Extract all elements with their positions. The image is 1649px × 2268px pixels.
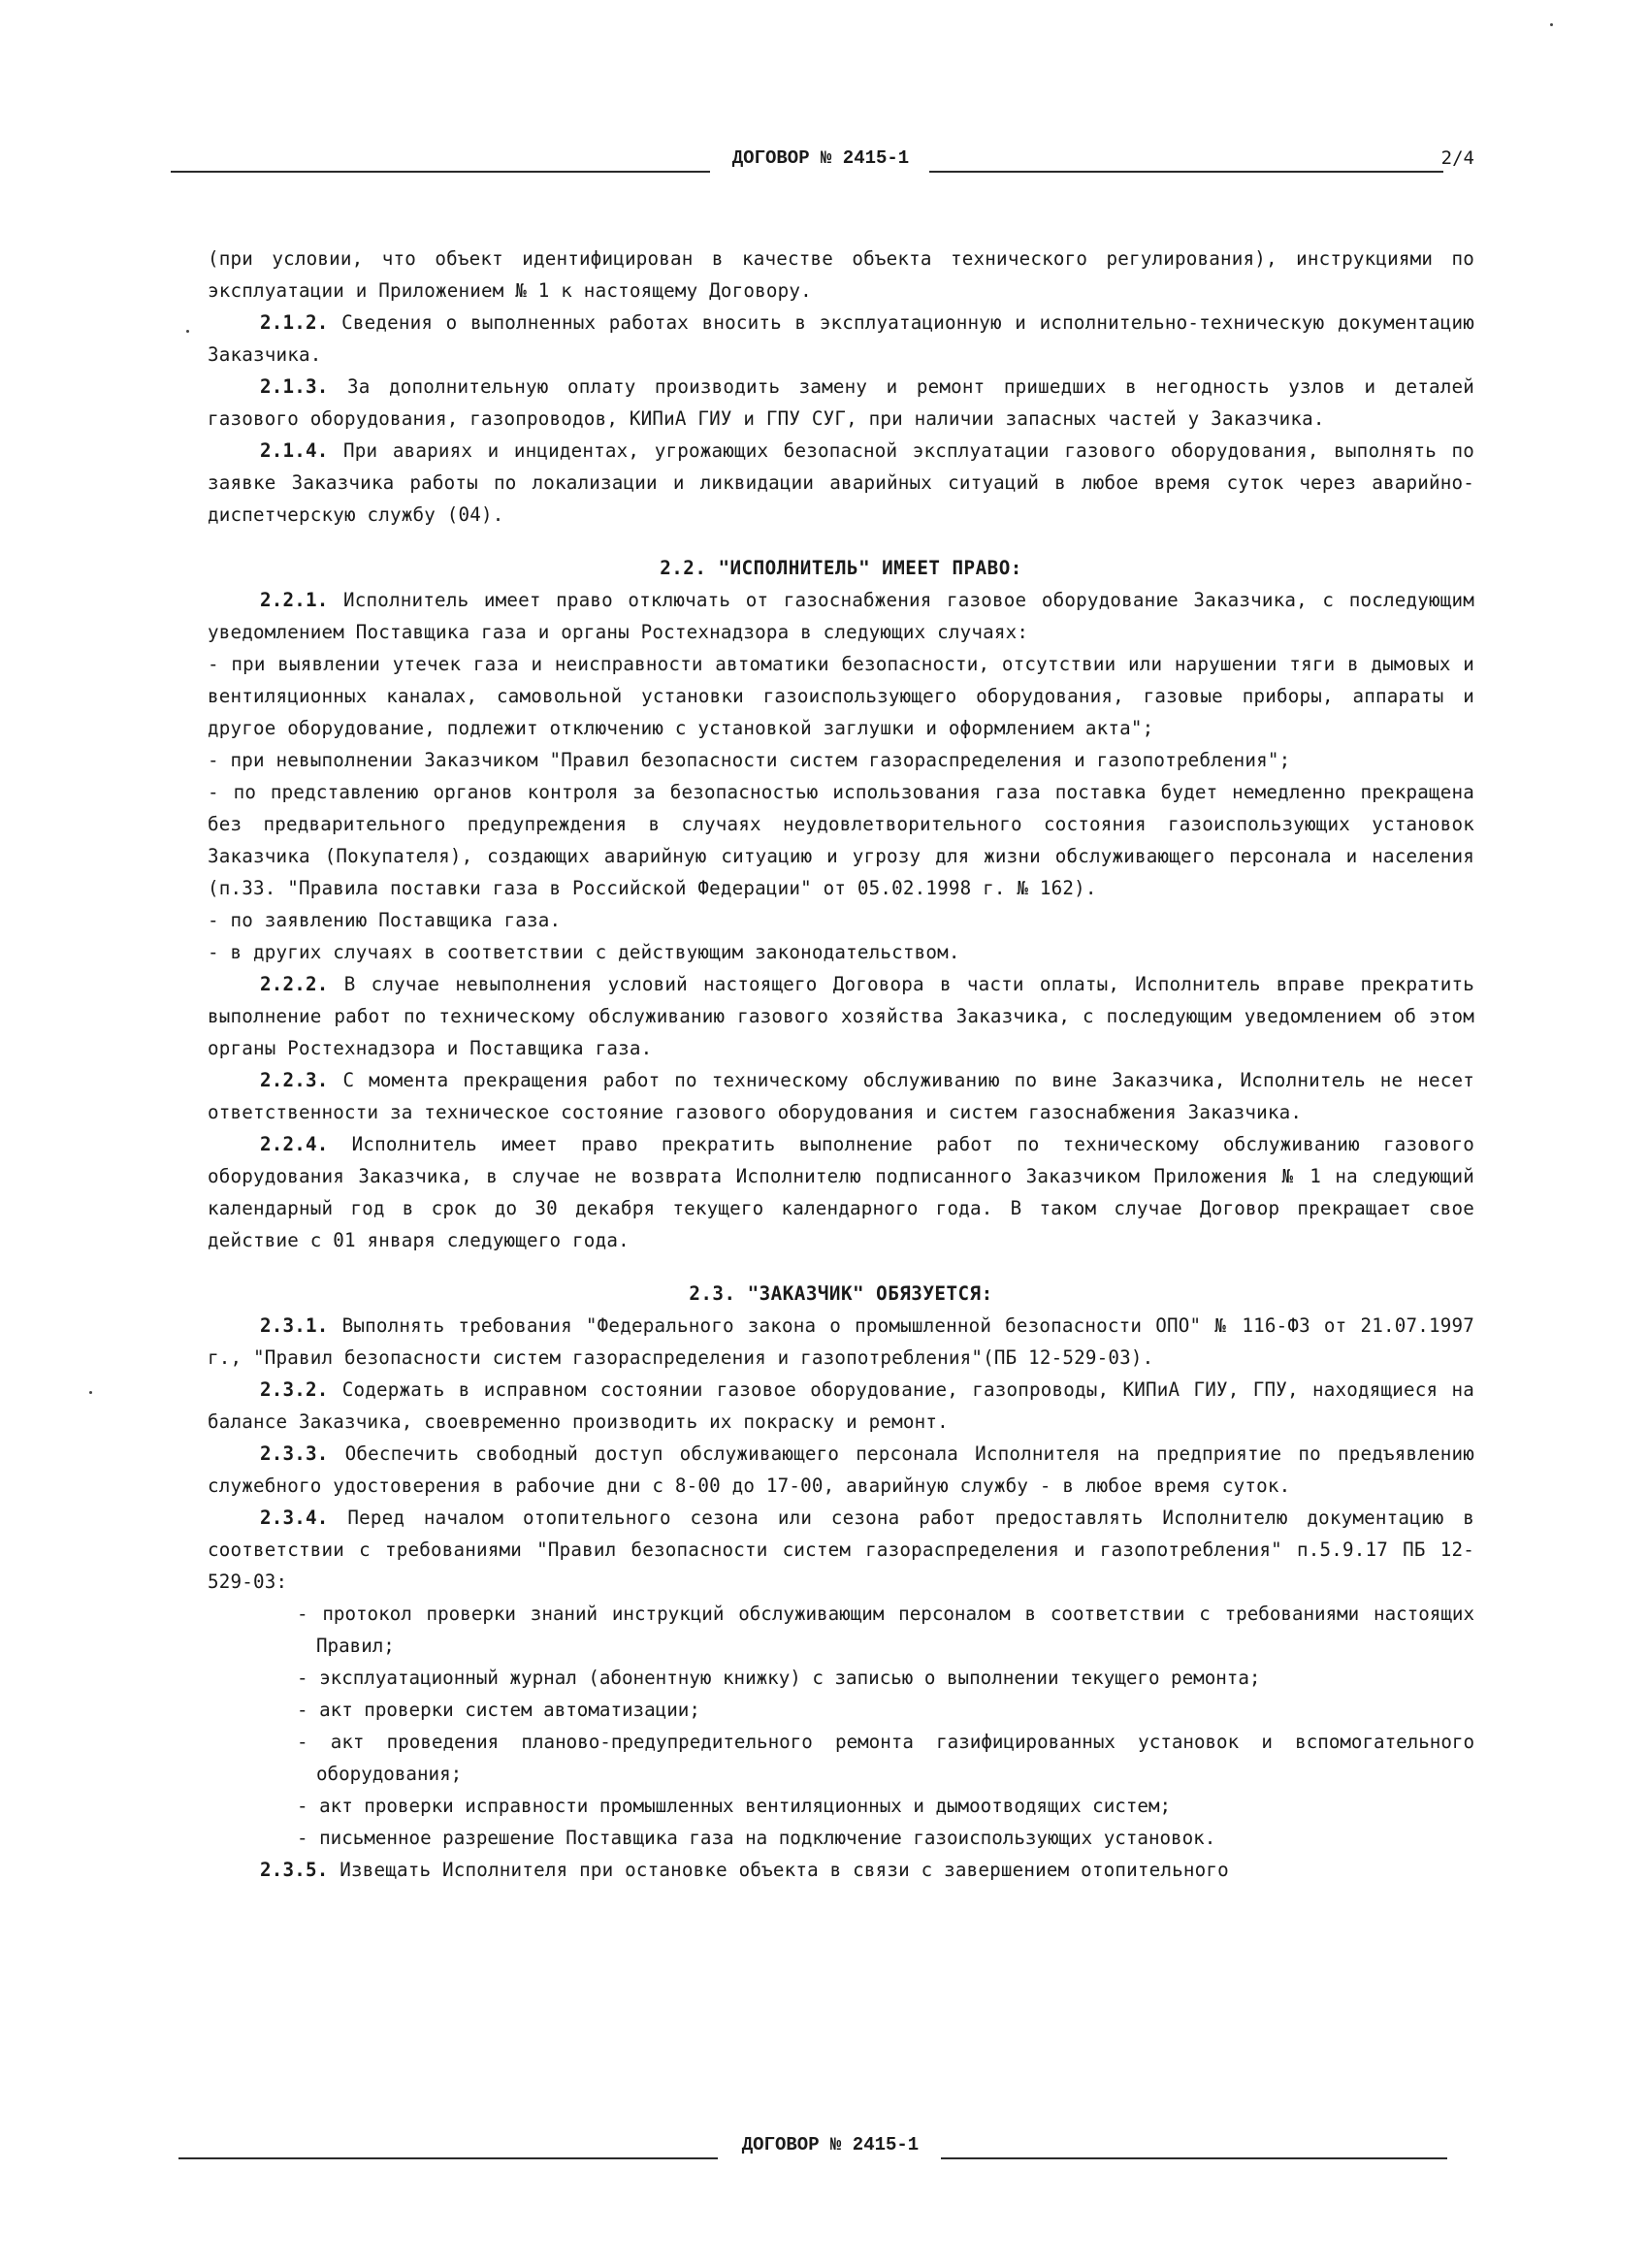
clause-2-3-1 [208,1310,1474,1374]
footer-rule-right [941,2157,1447,2159]
clause-2-3-3 [208,1438,1474,1502]
clause-text: Содержать в исправном состоянии газовое оборудование, газопроводы, КИПиА ГИУ, ГПУ, находящиеся на балансе Заказчика, своевременно производить их покраску и ремонт. [208,1378,1474,1433]
clause-number: 2.2.1. [260,589,329,611]
page-header [171,146,1474,177]
clause-2-2-4 [208,1128,1474,1256]
clause-2-3-5 [208,1854,1474,1886]
clause-number: 2.3.3. [260,1442,329,1465]
clause-text: В случае невыполнения условий настоящего Договора в части оплаты, Исполнитель вправе прекратить выполнение работ по техническому обслуживанию газового хозяйства Заказчика, с последующим уведомлением об этом органы Ростехнадзора и Поставщика газа. [208,973,1474,1059]
clause-text: Сведения о выполненных работах вносить в эксплуатационную и исполнительно-техническую документацию Заказчика. [208,311,1474,366]
clause-number: 2.2.3. [260,1069,329,1091]
clause-2-1-2 [208,307,1474,371]
document-body [208,243,1474,1886]
clause-text: Выполнять требования "Федерального закона о промышленной безопасности ОПО" № 116-ФЗ от 21.07.1997 г., "Правил безопасности систем газораспределения и газопотребления"(ПБ 12-529-03). [208,1314,1474,1369]
page-number: 2/4 [1440,147,1474,169]
dash-item: - при выявлении утечек газа и неисправности автоматики безопасности, отсутствии или нарушении тяги в дымовых и вентиляционных каналах, самовольной установки газоиспользующего оборудования, газовые приборы, аппараты и другое оборудование, подлежит отключению с установкой заглушки и оформлением акта"; [208,653,1474,739]
header-title: ДОГОВОР № 2415-1 [731,147,910,169]
header-rule-left [171,171,710,173]
clause-text: Перед началом отопительного сезона или сезона работ предоставлять Исполнителю документацию в соответствии с требованиями "Правил безопасности систем газораспределения и газопотребления" п.5.9.17 ПБ 12-529-03: [208,1507,1474,1593]
page-footer [178,2132,1447,2163]
clause-number: 2.1.2. [260,311,329,334]
scan-speck [89,1391,92,1394]
dash-item: - по представлению органов контроля за безопасностью использования газа поставка будет немедленно прекращена без предварительного предупреждения в случаях неудовлетворительного состояния газоиспользующих установок Заказчика (Покупателя), создающих аварийную ситуацию и угрозу для жизни обслуживающего персонала и населения (п.33. "Правила поставки газа в Российской Федерации" от 05.02.1998 г. № 162). [208,781,1474,899]
clause-number: 2.2.4. [260,1133,329,1155]
clause-number: 2.3.1. [260,1314,329,1337]
bullet-item: - письменное разрешение Поставщика газа на подключение газоиспользующих установок. [297,1827,1216,1849]
bullet-item: - эксплуатационный журнал (абонентную книжку) с записью о выполнении текущего ремонта; [297,1667,1261,1689]
section-heading-2-2: 2.2. "ИСПОЛНИТЕЛЬ" ИМЕЕТ ПРАВО: [660,557,1022,579]
clause-text: За дополнительную оплату производить замену и ремонт пришедших в негодность узлов и деталей газового оборудования, газопроводов, КИПиА ГИУ и ГПУ СУГ, при наличии запасных частей у Заказчика. [208,375,1474,430]
clause-number: 2.3.5. [260,1859,329,1881]
dash-item: - по заявлению Поставщика газа. [208,909,562,931]
clause-2-3-2 [208,1374,1474,1438]
clause-text: При авариях и инцидентах, угрожающих безопасной эксплуатации газового оборудования, выполнять по заявке Заказчика работы по локализации и ликвидации аварийных ситуаций в любое время суток через аварийно-диспетчерскую службу (04). [208,439,1474,526]
clause-number: 2.1.3. [260,375,329,398]
clause-text: Обеспечить свободный доступ обслуживающего персонала Исполнителя на предприятие по предъявлению служебного удостоверения в рабочие дни с 8-00 до 17-00, аварийную службу - в любое время суток. [208,1442,1474,1497]
footer-rule-left [178,2157,718,2159]
scan-speck [186,330,189,333]
clause-number: 2.1.4. [260,439,329,462]
clause-2-1-4 [208,435,1474,531]
clause-text: Исполнитель имеет право отключать от газоснабжения газовое оборудование Заказчика, с последующим уведомлением Поставщика газа и органы Ростехнадзора в следующих случаях: [208,589,1474,643]
bullet-item: - акт проведения планово-предупредительного ремонта газифицированных установок и вспомогательного оборудования; [297,1731,1474,1785]
clause-number: 2.3.4. [260,1507,329,1529]
clause-text: Извещать Исполнителя при остановке объекта в связи с завершением отопительного [340,1859,1229,1881]
footer-title: ДОГОВОР № 2415-1 [741,2134,920,2155]
clause-2-2-2 [208,968,1474,1064]
header-rule-right [929,171,1443,173]
clause-2-2-1 [208,584,1474,648]
bullet-item: - акт проверки исправности промышленных вентиляционных и дымоотводящих систем; [297,1795,1172,1817]
clause-text: Исполнитель имеет право прекратить выполнение работ по техническому обслуживанию газового оборудования Заказчика, в случае не возврата Исполнителю подписанного Заказчиком Приложения № 1 на следующий календарный год в срок до 30 декабря текущего календарного года. В таком случае Договор прекращает свое действие с 01 января следующего года. [208,1133,1474,1251]
dash-item: - в других случаях в соответствии с действующим законодательством. [208,941,960,963]
clause-2-2-3 [208,1064,1474,1128]
clause-number: 2.2.2. [260,973,329,995]
bullet-item: - протокол проверки знаний инструкций обслуживающим персоналом в соответствии с требованиями настоящих Правил; [297,1603,1474,1657]
scan-speck [1550,23,1553,26]
clause-2-1-3 [208,371,1474,435]
bullet-item: - акт проверки систем автоматизации; [297,1699,700,1721]
clause-2-3-4 [208,1502,1474,1598]
clause-number: 2.3.2. [260,1378,329,1401]
clause-text: С момента прекращения работ по техническому обслуживанию по вине Заказчика, Исполнитель не несет ответственности за техническое состояние газового оборудования и систем газоснабжения Заказчика. [208,1069,1474,1123]
section-heading-2-3: 2.3. "ЗАКАЗЧИК" ОБЯЗУЕТСЯ: [689,1282,993,1305]
dash-item: - при невыполнении Заказчиком "Правил безопасности систем газораспределения и газопотребления"; [208,749,1291,771]
paragraph-continuation: (при условии, что объект идентифицирован в качестве объекта технического регулирования), инструкциями по эксплуатации и Приложением № 1 к настоящему Договору. [208,247,1474,302]
